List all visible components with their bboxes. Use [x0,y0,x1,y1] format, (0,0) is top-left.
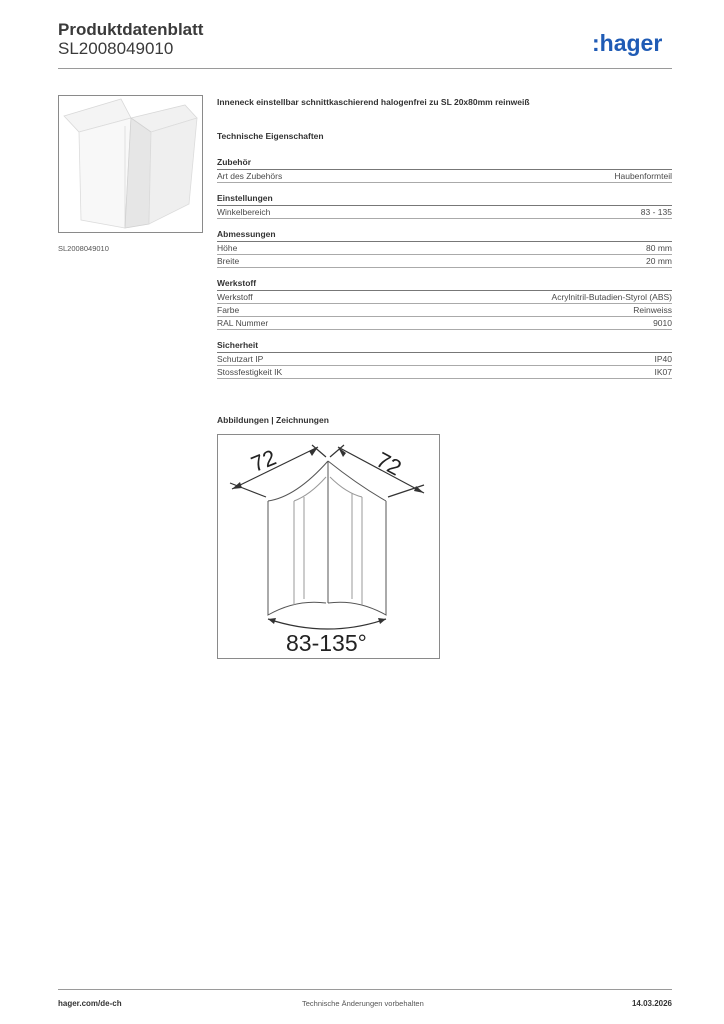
footer-website-link[interactable]: hager.com/de-ch [58,999,122,1008]
property-row [217,170,672,183]
property-value: 9010 [653,318,672,328]
property-row [217,304,672,317]
property-label: RAL Nummer [217,318,269,328]
product-photo [58,95,203,233]
dim-left-label: 72 [247,444,280,477]
property-value: Haubenformteil [614,171,672,181]
property-value: IP40 [654,354,672,364]
property-label: Werkstoff [217,292,253,302]
property-value: IK07 [654,367,672,377]
property-row [217,255,672,268]
property-row [217,366,672,379]
product-image-caption: SL2008049010 [58,244,109,253]
property-label: Breite [217,256,240,266]
property-label: Winkelbereich [217,207,271,217]
corner-piece-illustration [59,96,202,232]
property-label: Schutzart IP [217,354,264,364]
dimension-drawing [218,435,439,658]
header-divider [58,68,672,69]
property-group-title: Werkstoff [217,277,672,291]
property-group [217,277,672,330]
property-label: Höhe [217,243,238,253]
dim-right-label: 72 [372,447,406,481]
footer-divider [58,989,672,990]
product-description: Inneneck einstellbar schnittkaschierend halogenfrei zu SL 20x80mm reinweiß [217,97,530,107]
property-group [217,339,672,379]
property-group [217,192,672,219]
drawings-heading: Abbildungen | Zeichnungen [217,415,329,425]
angle-label: 83-135° [286,630,367,656]
property-group-title: Sicherheit [217,339,672,353]
footer-date: 14.03.2026 [631,999,672,1008]
properties-table [217,156,672,388]
property-row [217,242,672,255]
property-row [217,353,672,366]
property-label: Farbe [217,305,240,315]
property-group-title: Abmessungen [217,228,672,242]
property-group-title: Einstellungen [217,192,672,206]
property-value: Reinweiss [633,305,672,315]
footer-disclaimer: Technische Änderungen vorbehalten [302,999,424,1008]
property-row [217,317,672,330]
technical-drawing [217,434,440,659]
property-value: 20 mm [646,256,672,266]
technical-properties-heading: Technische Eigenschaften [217,131,324,141]
property-value: 80 mm [646,243,672,253]
property-row [217,206,672,219]
logo-text: :hager [592,30,663,56]
page-title: Produktdatenblatt [58,20,204,39]
property-group [217,228,672,268]
property-label: Art des Zubehörs [217,171,283,181]
property-group-title: Zubehör [217,156,672,170]
article-number: SL2008049010 [58,39,174,58]
property-row [217,291,672,304]
property-value: Acrylnitril-Butadien-Styrol (ABS) [551,292,672,302]
property-group [217,156,672,183]
property-label: Stossfestigkeit IK [217,367,283,377]
hager-logo [592,30,676,58]
property-value: 83 - 135 [640,207,672,217]
